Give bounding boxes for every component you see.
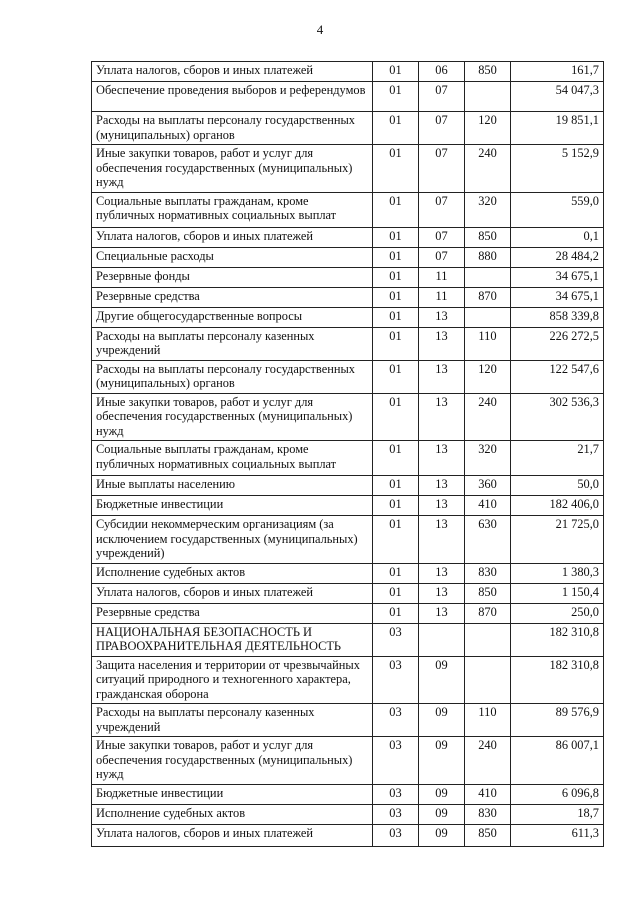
row-subsection-code: 13 [419,516,465,564]
row-expense-type-code: 110 [465,327,511,360]
row-section-code: 01 [373,82,419,112]
row-subsection-code: 13 [419,476,465,496]
row-amount: 226 272,5 [511,327,604,360]
row-amount: 34 675,1 [511,267,604,287]
row-section-code: 01 [373,307,419,327]
row-amount: 18,7 [511,804,604,824]
row-amount: 122 547,6 [511,360,604,393]
row-amount: 54 047,3 [511,82,604,112]
row-name: Обеспечение проведения выборов и референдумов [92,82,373,112]
row-section-code: 01 [373,496,419,516]
row-amount: 302 536,3 [511,393,604,441]
row-section-code: 01 [373,603,419,623]
budget-table-body [92,62,604,847]
row-amount: 89 576,9 [511,704,604,737]
row-section-code: 03 [373,737,419,785]
table-row [92,583,604,603]
row-section-code: 03 [373,804,419,824]
row-subsection-code: 09 [419,704,465,737]
table-row [92,824,604,846]
row-subsection-code: 07 [419,247,465,267]
row-expense-type-code: 850 [465,227,511,247]
row-expense-type-code: 830 [465,804,511,824]
row-name: Резервные фонды [92,267,373,287]
row-name: Расходы на выплаты персоналу государственных (муниципальных) органов [92,112,373,145]
page-number: 4 [316,22,324,37]
table-row [92,360,604,393]
row-subsection-code: 07 [419,192,465,227]
row-expense-type-code [465,656,511,704]
row-name: Социальные выплаты гражданам, кроме публичных нормативных социальных выплат [92,192,373,227]
row-amount: 858 339,8 [511,307,604,327]
row-amount: 182 310,8 [511,623,604,656]
row-section-code: 01 [373,267,419,287]
row-name: Специальные расходы [92,247,373,267]
table-row [92,563,604,583]
row-name: Иные выплаты населению [92,476,373,496]
table-row [92,516,604,564]
row-section-code: 01 [373,393,419,441]
row-name: Резервные средства [92,287,373,307]
row-expense-type-code: 830 [465,563,511,583]
row-amount: 1 150,4 [511,583,604,603]
row-section-code: 03 [373,623,419,656]
row-expense-type-code [465,307,511,327]
row-expense-type-code: 110 [465,704,511,737]
row-section-code: 01 [373,62,419,82]
row-section-code: 01 [373,516,419,564]
row-name: Иные закупки товаров, работ и услуг для обеспечения государственных (муниципальных) нужд [92,393,373,441]
row-name: Иные закупки товаров, работ и услуг для обеспечения государственных (муниципальных) нужд [92,737,373,785]
row-amount: 34 675,1 [511,287,604,307]
table-row [92,496,604,516]
table-row [92,112,604,145]
row-amount: 182 310,8 [511,656,604,704]
row-expense-type-code: 870 [465,287,511,307]
table-row [92,192,604,227]
row-amount: 86 007,1 [511,737,604,785]
row-expense-type-code [465,82,511,112]
row-subsection-code: 09 [419,824,465,846]
row-subsection-code: 09 [419,784,465,804]
row-name: НАЦИОНАЛЬНАЯ БЕЗОПАСНОСТЬ И ПРАВООХРАНИТЕЛЬНАЯ ДЕЯТЕЛЬНОСТЬ [92,623,373,656]
row-name: Другие общегосударственные вопросы [92,307,373,327]
row-section-code: 01 [373,192,419,227]
row-amount: 6 096,8 [511,784,604,804]
row-amount: 21,7 [511,441,604,476]
row-name: Уплата налогов, сборов и иных платежей [92,583,373,603]
table-row [92,307,604,327]
row-name: Социальные выплаты гражданам, кроме публичных нормативных социальных выплат [92,441,373,476]
row-amount: 0,1 [511,227,604,247]
row-amount: 182 406,0 [511,496,604,516]
row-subsection-code: 13 [419,307,465,327]
row-expense-type-code [465,267,511,287]
row-name: Защита населения и территории от чрезвычайных ситуаций природного и техногенного характера, гражданская оборона [92,656,373,704]
row-section-code: 01 [373,441,419,476]
row-amount: 28 484,2 [511,247,604,267]
row-expense-type-code: 850 [465,62,511,82]
row-expense-type-code: 880 [465,247,511,267]
row-section-code: 01 [373,287,419,307]
row-subsection-code: 06 [419,62,465,82]
table-row [92,784,604,804]
table-row [92,145,604,193]
row-section-code: 03 [373,656,419,704]
table-row [92,476,604,496]
row-section-code: 01 [373,247,419,267]
row-name: Субсидии некоммерческим организациям (за исключением государственных (муниципальных) учреждений) [92,516,373,564]
row-subsection-code [419,623,465,656]
row-name: Расходы на выплаты персоналу казенных учреждений [92,704,373,737]
row-subsection-code: 13 [419,327,465,360]
table-row [92,267,604,287]
row-name: Расходы на выплаты персоналу государственных (муниципальных) органов [92,360,373,393]
table-row [92,441,604,476]
row-expense-type-code: 410 [465,496,511,516]
row-section-code: 01 [373,145,419,193]
row-section-code: 01 [373,227,419,247]
table-row [92,227,604,247]
table-row [92,623,604,656]
table-row [92,287,604,307]
row-amount: 611,3 [511,824,604,846]
row-subsection-code: 09 [419,737,465,785]
row-subsection-code: 13 [419,583,465,603]
row-subsection-code: 11 [419,267,465,287]
row-expense-type-code: 320 [465,192,511,227]
row-expense-type-code [465,623,511,656]
row-expense-type-code: 240 [465,393,511,441]
row-subsection-code: 13 [419,563,465,583]
row-subsection-code: 13 [419,393,465,441]
row-name: Исполнение судебных актов [92,804,373,824]
row-amount: 250,0 [511,603,604,623]
table-row [92,656,604,704]
row-amount: 559,0 [511,192,604,227]
row-section-code: 03 [373,784,419,804]
row-expense-type-code: 360 [465,476,511,496]
row-section-code: 01 [373,583,419,603]
row-expense-type-code: 870 [465,603,511,623]
row-subsection-code: 07 [419,227,465,247]
row-name: Бюджетные инвестиции [92,496,373,516]
row-subsection-code: 07 [419,82,465,112]
row-subsection-code: 13 [419,360,465,393]
row-expense-type-code: 410 [465,784,511,804]
row-expense-type-code: 120 [465,112,511,145]
row-amount: 161,7 [511,62,604,82]
row-expense-type-code: 630 [465,516,511,564]
table-row [92,247,604,267]
row-section-code: 03 [373,824,419,846]
table-row [92,82,604,112]
row-expense-type-code: 240 [465,145,511,193]
table-row [92,804,604,824]
budget-table [91,61,604,847]
row-amount: 21 725,0 [511,516,604,564]
table-row [92,62,604,82]
row-subsection-code: 09 [419,656,465,704]
row-name: Уплата налогов, сборов и иных платежей [92,62,373,82]
row-name: Исполнение судебных актов [92,563,373,583]
row-section-code: 01 [373,476,419,496]
row-expense-type-code: 850 [465,583,511,603]
row-amount: 19 851,1 [511,112,604,145]
row-section-code: 01 [373,112,419,145]
table-row [92,704,604,737]
row-subsection-code: 07 [419,112,465,145]
row-name: Уплата налогов, сборов и иных платежей [92,227,373,247]
row-subsection-code: 11 [419,287,465,307]
row-expense-type-code: 320 [465,441,511,476]
row-name: Бюджетные инвестиции [92,784,373,804]
row-section-code: 01 [373,563,419,583]
row-expense-type-code: 240 [465,737,511,785]
row-name: Расходы на выплаты персоналу казенных учреждений [92,327,373,360]
row-section-code: 01 [373,360,419,393]
row-name: Резервные средства [92,603,373,623]
row-amount: 50,0 [511,476,604,496]
row-amount: 1 380,3 [511,563,604,583]
row-subsection-code: 07 [419,145,465,193]
row-name: Иные закупки товаров, работ и услуг для обеспечения государственных (муниципальных) нужд [92,145,373,193]
row-subsection-code: 13 [419,603,465,623]
row-subsection-code: 13 [419,441,465,476]
row-section-code: 03 [373,704,419,737]
row-expense-type-code: 120 [465,360,511,393]
table-row [92,327,604,360]
row-expense-type-code: 850 [465,824,511,846]
row-amount: 5 152,9 [511,145,604,193]
table-row [92,393,604,441]
table-row [92,603,604,623]
row-section-code: 01 [373,327,419,360]
row-subsection-code: 09 [419,804,465,824]
table-row [92,737,604,785]
row-subsection-code: 13 [419,496,465,516]
row-name: Уплата налогов, сборов и иных платежей [92,824,373,846]
